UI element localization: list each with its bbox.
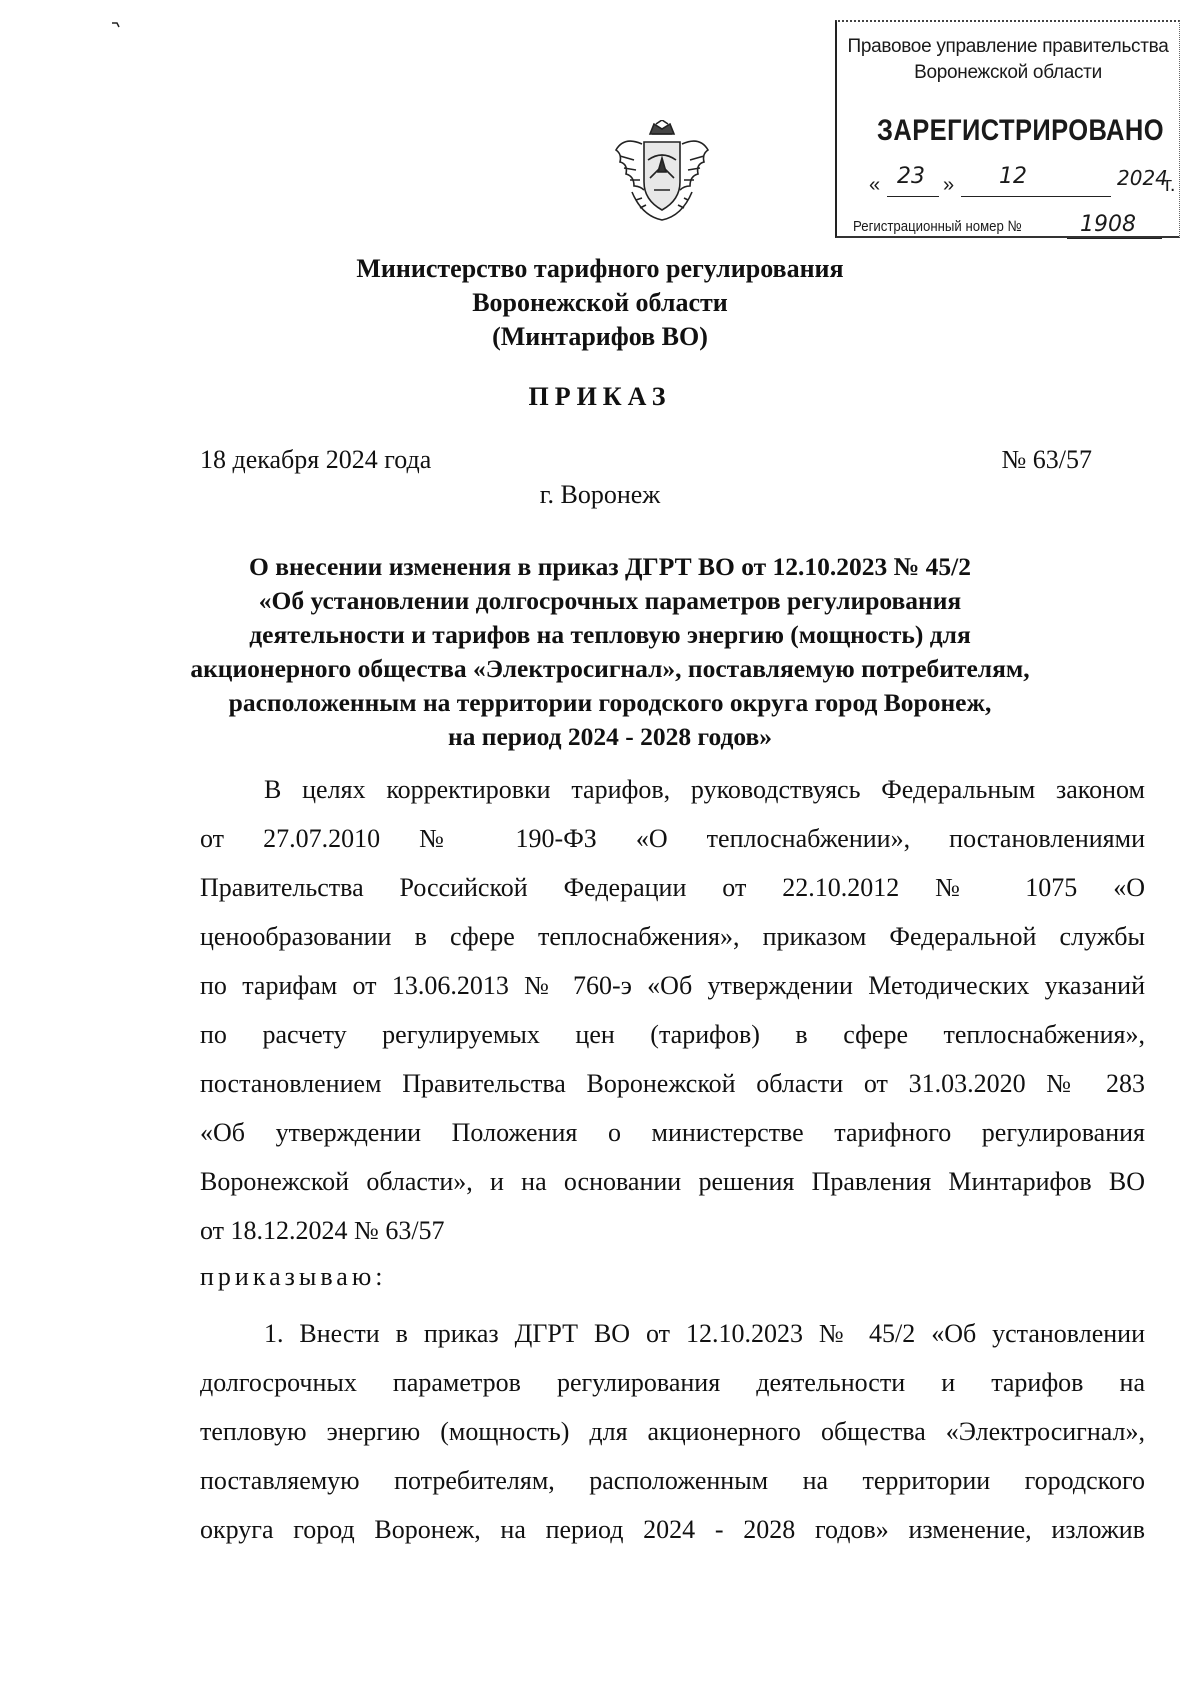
preamble-line: от 27.07.2010 № 190-ФЗ «О теплоснабжении», постановлениями	[200, 824, 1145, 853]
ministry-line3: (Минтарифов ВО)	[492, 322, 708, 351]
order-number: № 63/57	[1001, 445, 1092, 474]
stamp-org-line2: Воронежской области	[914, 62, 1102, 83]
preamble-line: по расчету регулируемых цен (тарифов) в сфере теплоснабжения»,	[200, 1020, 1145, 1049]
scan-mark	[112, 22, 120, 28]
stamp-year: 2024	[1117, 166, 1168, 190]
stamp-quote-open: «	[869, 174, 881, 196]
registration-stamp	[835, 20, 1180, 238]
title-line: «Об установлении долгосрочных параметров регулирования	[258, 586, 962, 615]
ministry-line1: Министерство тарифного регулирования	[356, 254, 844, 283]
stamp-reg-line	[1067, 238, 1162, 239]
order-date: 18 декабря 2024 года	[200, 445, 432, 474]
title-line: расположенным на территории городского округа город Воронеж,	[228, 688, 992, 717]
item-1-line: округа город Воронеж, на период 2024 - 2028 годов» изменение, изложив	[200, 1515, 1145, 1544]
stamp-day: 23	[897, 164, 925, 189]
stamp-month-line	[961, 196, 1111, 197]
stamp-quote-close: »	[943, 174, 955, 196]
coat-of-arms-icon	[612, 120, 712, 225]
item-1-line: долгосрочных параметров регулирования деятельности и тарифов на	[200, 1368, 1145, 1397]
title-line: О внесении изменения в приказ ДГРТ ВО от 12.10.2023 № 45/2	[249, 552, 971, 581]
preamble-line: ценообразовании в сфере теплоснабжения», приказом Федеральной службы	[200, 922, 1145, 951]
item-1-paragraph	[200, 1309, 1145, 1554]
ministry-name	[0, 252, 1200, 354]
item-1-line: поставляемую потребителям, расположенным на территории городского	[200, 1466, 1145, 1495]
preamble-line: «Об утверждении Положения о министерстве тарифного регулирования	[200, 1118, 1145, 1147]
stamp-reg-number: 1908	[1080, 212, 1136, 237]
stamp-month: 12	[999, 164, 1027, 189]
preamble-line: Воронежской области», и на основании решения Правления Минтарифов ВО	[200, 1167, 1145, 1196]
title-line: на период 2024 - 2028 годов»	[447, 722, 773, 751]
item-1-line: 1. Внести в приказ ДГРТ ВО от 12.10.2023 № 45/2 «Об установлении	[264, 1319, 1145, 1348]
preamble-line: по тарифам от 13.06.2013 № 760-э «Об утверждении Методических указаний	[200, 971, 1145, 1000]
preamble-line: В целях корректировки тарифов, руководствуясь Федеральным законом	[264, 775, 1145, 804]
stamp-status: ЗАРЕГИСТРИРОВАНО	[877, 114, 1165, 147]
stamp-date	[869, 164, 1176, 202]
ministry-line2: Воронежской области	[472, 288, 728, 317]
orders-word: приказываю:	[200, 1262, 387, 1291]
preamble-line: Правительства Российской Федерации от 22.10.2012 № 1075 «О	[200, 873, 1145, 902]
order-city: г. Воронеж	[539, 480, 661, 509]
title-line: деятельности и тарифов на тепловую энергию (мощность) для	[249, 620, 971, 649]
stamp-year-suffix: г.	[1165, 174, 1176, 196]
preamble-line: постановлением Правительства Воронежской области от 31.03.2020 № 283	[200, 1069, 1145, 1098]
stamp-day-line	[887, 196, 939, 197]
document-title	[160, 550, 1060, 754]
order-heading: ПРИКАЗ	[528, 382, 672, 411]
preamble-line: от 18.12.2024 № 63/57	[200, 1216, 445, 1245]
stamp-reg-label: Регистрационный номер №	[853, 218, 1022, 235]
preamble-paragraph	[200, 765, 1145, 1255]
stamp-organization	[837, 34, 1179, 86]
title-line: акционерного общества «Электросигнал», поставляемую потребителям,	[190, 654, 1030, 683]
item-1-line: тепловую энергию (мощность) для акционерного общества «Электросигнал»,	[200, 1417, 1145, 1446]
stamp-org-line1: Правовое управление правительства	[847, 36, 1169, 57]
